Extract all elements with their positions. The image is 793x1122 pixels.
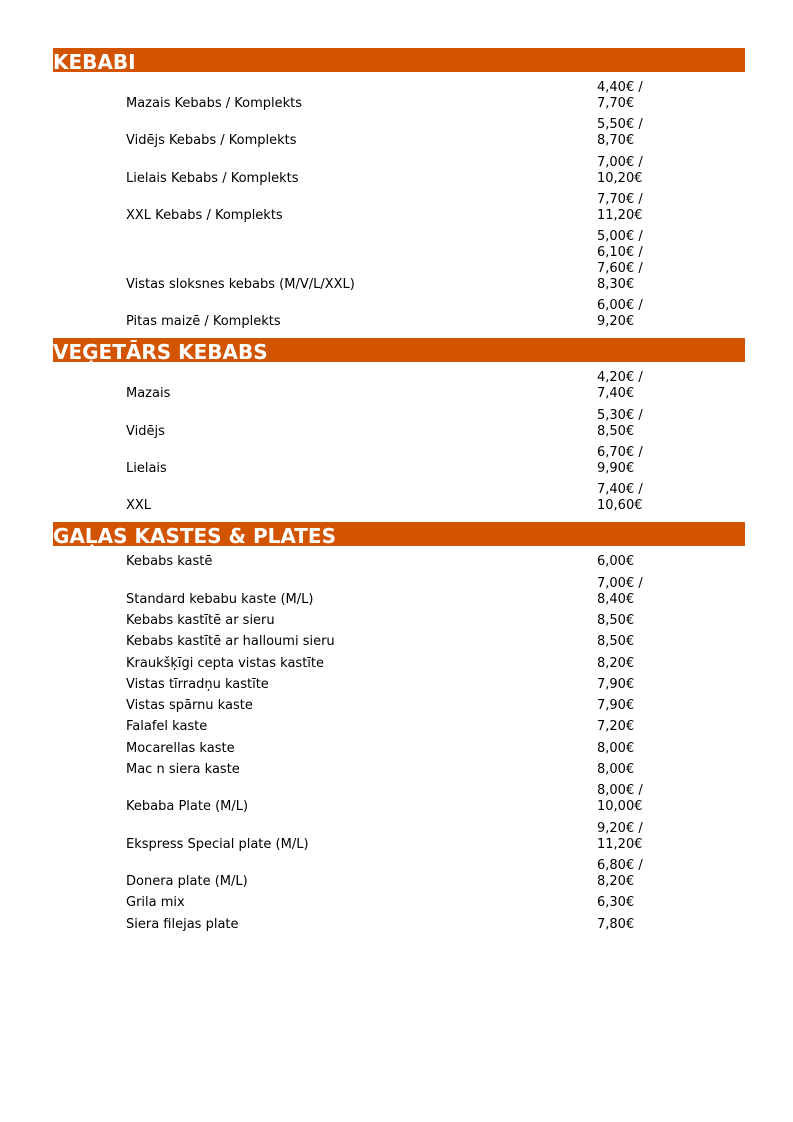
menu-item [53,858,745,890]
menu-item [53,613,745,629]
item-name: Kebabs kastē [126,554,213,570]
menu-section [53,522,745,932]
menu-item [53,408,745,440]
item-name: Kebabs kastītē ar halloumi sieru [126,634,335,650]
menu-item [53,155,745,187]
menu-item [53,698,745,714]
menu-item [53,117,745,149]
section-header: VEĢETĀRS KEBABS [53,338,745,362]
menu-item [53,80,745,112]
item-price: 6,00€ / 9,20€ [597,298,643,330]
item-name: Siera filejas plate [126,916,239,932]
menu-item [53,482,745,514]
menu [53,48,745,941]
menu-item [53,783,745,815]
item-price: 8,00€ [597,762,635,778]
item-price: 4,40€ / 7,70€ [597,80,643,111]
item-name: Mazais Kebabs / Komplekts [126,96,303,111]
item-price: 7,80€ [597,916,635,932]
item-price: 5,00€ / 6,10€ / 7,60€ / 8,30€ [597,229,643,293]
item-name: Pitas maizē / Komplekts [126,314,281,330]
item-price: 8,50€ [597,612,635,628]
item-name: Donera plate (M/L) [126,873,248,889]
item-name: Vistas sloksnes kebabs (M/V/L/XXL) [126,277,355,293]
item-name: Lielais [126,461,167,477]
menu-item [53,821,745,853]
item-name: Mocarellas kaste [126,740,235,756]
item-name: Vistas spārnu kaste [126,698,253,714]
menu-item [53,192,745,224]
item-price: 6,70€ / 9,90€ [597,445,643,477]
menu-section [53,48,745,330]
menu-item [53,229,745,293]
item-name: Grila mix [126,895,185,911]
item-name: Vistas tīrradņu kastīte [126,676,269,692]
menu-section [53,338,745,514]
item-name: Falafel kaste [126,719,208,735]
item-name: Ekspress Special plate (M/L) [126,836,309,852]
item-name: Kraukšķīgi cepta vistas kastīte [126,655,324,671]
menu-item [53,370,745,402]
item-price: 8,00€ / 10,00€ [597,783,643,815]
item-name: Kebabs kastītē ar sieru [126,612,275,628]
menu-item [53,677,745,693]
menu-item [53,298,745,330]
item-price: 7,20€ [597,719,635,735]
item-name: Vidējs Kebabs / Komplekts [126,133,297,149]
item-price: 8,00€ [597,740,635,756]
item-price: 7,00€ / 10,20€ [597,154,643,186]
item-price: 7,90€ [597,698,635,714]
item-price: 8,20€ [597,655,635,671]
item-name: Mac n siera kaste [126,762,240,778]
menu-item [53,634,745,650]
item-price: 7,70€ / 11,20€ [597,191,643,223]
item-price: 9,20€ / 11,20€ [597,820,643,852]
menu-item [53,576,745,608]
item-name: Lielais Kebabs / Komplekts [126,170,299,186]
menu-item [53,741,745,757]
item-name: Vidējs [126,423,165,439]
item-price: 7,40€ / 10,60€ [597,482,643,514]
menu-item [53,445,745,477]
item-name: Mazais [126,386,171,402]
menu-item [53,719,745,735]
item-price: 6,00€ [597,554,635,570]
item-name: Standard kebabu kaste (M/L) [126,591,314,607]
item-name: XXL Kebabs / Komplekts [126,207,283,223]
item-price: 4,20€ / 7,40€ [597,370,643,402]
item-name: XXL [126,498,152,514]
item-price: 7,00€ / 8,40€ [597,575,643,607]
item-price: 6,30€ [597,895,635,911]
menu-item [53,656,745,672]
item-name: Kebaba Plate (M/L) [126,799,249,815]
menu-item [53,762,745,778]
item-price: 8,50€ [597,634,635,650]
item-price: 5,50€ / 8,70€ [597,117,643,149]
section-header: GAĻAS KASTES & PLATES [53,522,745,546]
section-header: KEBABI [53,48,745,72]
item-price: 6,80€ / 8,20€ [597,857,643,889]
menu-item [53,554,745,570]
item-price: 5,30€ / 8,50€ [597,407,643,439]
item-price: 7,90€ [597,676,635,692]
menu-item [53,895,745,911]
menu-item [53,917,745,933]
